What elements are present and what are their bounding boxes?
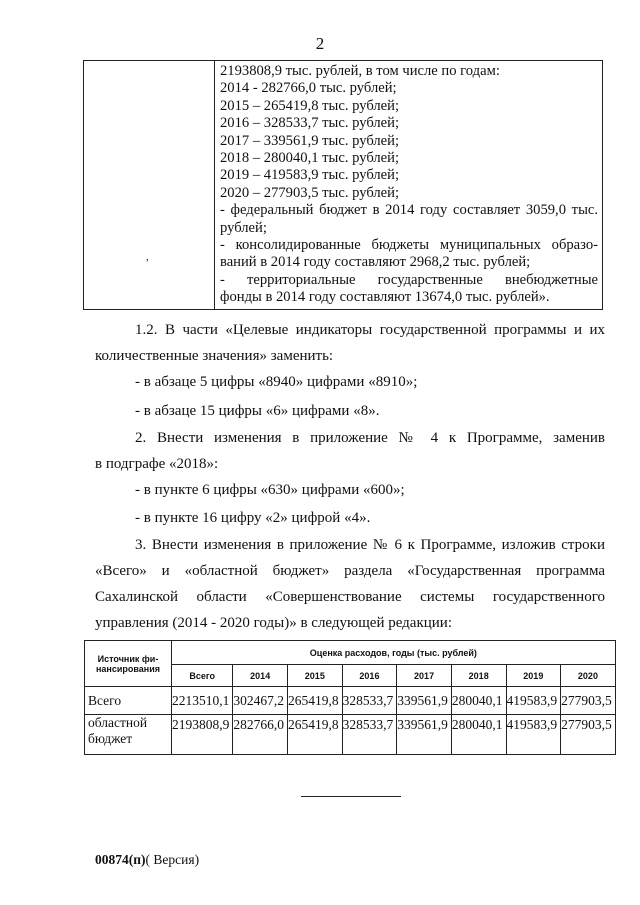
budget-table xyxy=(84,640,616,755)
funding-line: 2014 - 282766,0 тыс. рублей; xyxy=(220,80,397,97)
funding-line: - территориальные государственные внебюджетные xyxy=(220,271,598,288)
document-version: ( Версия) xyxy=(145,852,200,867)
column-header: 2020 xyxy=(561,665,616,687)
funding-line: 2017 – 339561,9 тыс. рублей; xyxy=(220,132,400,149)
table-left-cell xyxy=(84,61,215,310)
table-cell: 277903,5 xyxy=(561,715,616,755)
column-header: Всего xyxy=(172,665,233,687)
paragraph-3-line-2: «Всего» и «областной бюджет» раздела «Государственная программа xyxy=(95,563,605,579)
table-cell: 280040,1 xyxy=(451,715,506,755)
table-cell: 419583,9 xyxy=(506,715,561,755)
funding-line: 2019 – 419583,9 тыс. рублей; xyxy=(220,167,400,184)
program-funding-table xyxy=(83,60,603,310)
group-header: Оценка расходов, годы (тыс. рублей) xyxy=(172,641,616,665)
table-row xyxy=(85,715,616,755)
stray-mark: , xyxy=(146,251,149,263)
table-cell: 419583,9 xyxy=(506,687,561,715)
paragraph-3-line-4: управления (2014 - 2020 годы)» в следующей редакции: xyxy=(95,615,453,631)
column-header: 2019 xyxy=(506,665,561,687)
funding-line: - консолидированные бюджеты муниципальных образо- xyxy=(220,237,598,254)
row-label: областной бюджет xyxy=(85,715,172,755)
funding-line: фонды в 2014 году составляют 13674,0 тыс. рублей». xyxy=(220,289,550,306)
funding-line: 2015 – 265419,8 тыс. рублей; xyxy=(220,97,400,114)
funding-line: 2016 – 328533,7 тыс. рублей; xyxy=(220,115,400,132)
document-code: 00874(п) xyxy=(95,852,146,867)
column-header: 2015 xyxy=(288,665,343,687)
funding-line: рублей; xyxy=(220,219,267,236)
document-footer xyxy=(95,852,199,868)
source-header: Источник фи- нансирования xyxy=(85,641,172,687)
funding-line: 2020 – 277903,5 тыс. рублей; xyxy=(220,184,400,201)
paragraph-2-line-2: в подграфе «2018»: xyxy=(95,456,219,472)
table-row xyxy=(85,687,616,715)
column-header: 2018 xyxy=(451,665,506,687)
table-cell: 277903,5 xyxy=(561,687,616,715)
paragraph-1-2-line-1: 1.2. В части «Целевые индикаторы государственной программы и их xyxy=(135,322,605,338)
paragraph-3-line-3: Сахалинской области «Совершенствование системы государственного xyxy=(95,589,605,605)
table-cell: 339561,9 xyxy=(397,715,452,755)
table-cell: 328533,7 xyxy=(342,687,397,715)
paragraph-2-line-1: 2. Внести изменения в приложение № 4 к Программе, заменив xyxy=(135,430,605,446)
table-right-cell xyxy=(215,61,603,310)
column-header: 2014 xyxy=(233,665,288,687)
funding-line: 2193808,9 тыс. рублей, в том числе по годам: xyxy=(220,63,500,79)
table-cell: 339561,9 xyxy=(397,687,452,715)
table-cell: 2213510,1 xyxy=(172,687,233,715)
list-item: - в пункте 6 цифры «630» цифрами «600»; xyxy=(135,482,405,498)
table-cell: 265419,8 xyxy=(288,687,343,715)
funding-line: - федеральный бюджет в 2014 году составляет 3059,0 тыс. xyxy=(220,202,598,219)
page-number: 2 xyxy=(315,34,325,53)
paragraph-3-line-1: 3. Внести изменения в приложение № 6 к Программе, изложив строки xyxy=(135,537,605,553)
funding-line: ваний в 2014 году составляют 2968,2 тыс. рублей; xyxy=(220,254,531,271)
table-cell: 282766,0 xyxy=(233,715,288,755)
column-header: 2017 xyxy=(397,665,452,687)
separator-line xyxy=(301,796,401,797)
list-item: - в абзаце 15 цифры «6» цифрами «8». xyxy=(135,403,380,419)
table-cell: 302467,2 xyxy=(233,687,288,715)
table-cell: 265419,8 xyxy=(288,715,343,755)
table-cell: 2193808,9 xyxy=(172,715,233,755)
funding-line: 2018 – 280040,1 тыс. рублей; xyxy=(220,150,400,167)
list-item: - в пункте 16 цифру «2» цифрой «4». xyxy=(135,510,371,526)
list-item: - в абзаце 5 цифры «8940» цифрами «8910»; xyxy=(135,374,418,390)
column-header: 2016 xyxy=(342,665,397,687)
table-cell: 280040,1 xyxy=(451,687,506,715)
row-label: Всего xyxy=(85,687,172,715)
paragraph-1-2-line-2: количественные значения» заменить: xyxy=(95,348,334,364)
table-cell: 328533,7 xyxy=(342,715,397,755)
